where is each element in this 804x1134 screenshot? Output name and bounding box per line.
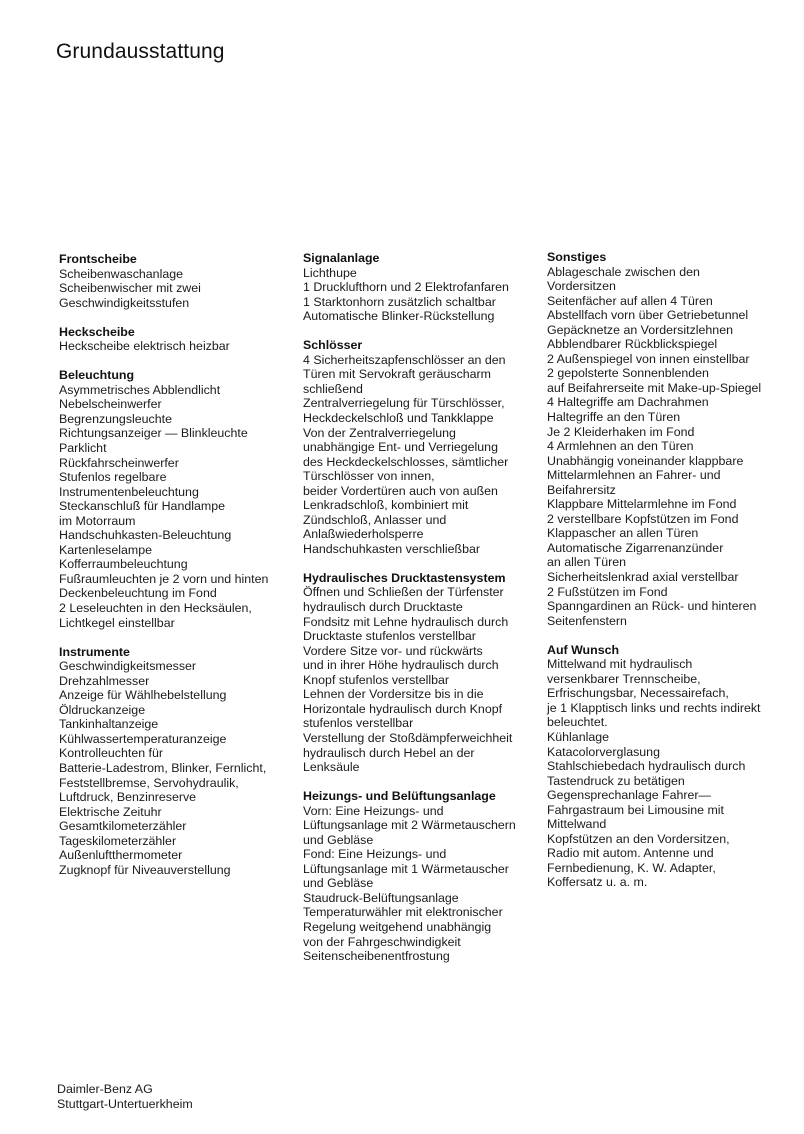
feature-item: Steckanschluß für Handlampe bbox=[59, 499, 225, 514]
feature-section bbox=[59, 368, 295, 630]
feature-item: 2 gepolsterte Sonnenblenden bbox=[547, 366, 709, 381]
feature-item: 4 Sicherheitszapfenschlösser an den bbox=[303, 352, 506, 367]
feature-item: Heckscheibe elektrisch heizbar bbox=[59, 339, 230, 354]
feature-item: Je 2 Kleiderhaken im Fond bbox=[547, 424, 695, 439]
feature-item: Drucktaste stufenlos verstellbar bbox=[303, 629, 476, 644]
feature-item: Gegensprechanlage Fahrer— bbox=[547, 788, 711, 803]
feature-item: Fondsitz mit Lehne hydraulisch durch bbox=[303, 614, 509, 629]
feature-item: Handschuhkasten verschließbar bbox=[303, 541, 481, 556]
feature-item: Tastendruck zu betätigen bbox=[547, 773, 685, 788]
feature-list bbox=[59, 339, 295, 354]
feature-item: schließend bbox=[303, 381, 363, 396]
feature-item: Handschuhkasten-Beleuchtung bbox=[59, 528, 232, 543]
footer-company: Daimler-Benz AG bbox=[57, 1082, 153, 1096]
feature-item: Kontrolleuchten für bbox=[59, 746, 164, 761]
feature-item: unabhängige Ent- und Verriegelung bbox=[303, 440, 498, 455]
section-heading: Frontscheibe bbox=[59, 252, 137, 266]
feature-item: Feststellbremse, Servohydraulik, bbox=[59, 775, 239, 790]
feature-item: Deckenbeleuchtung im Fond bbox=[59, 586, 217, 601]
column-3 bbox=[547, 250, 787, 905]
feature-item: Tankinhaltanzeige bbox=[59, 717, 159, 732]
feature-item: Temperaturwähler mit elektronischer bbox=[303, 905, 503, 920]
feature-item: Scheibenwischer mit zwei bbox=[59, 281, 201, 296]
feature-item: 2 Außenspiegel von innen einstellbar bbox=[547, 351, 750, 366]
feature-item: und Gebläse bbox=[303, 832, 374, 847]
feature-item: Spanngardinen an Rück- und hinteren bbox=[547, 599, 757, 614]
feature-item: im Motorraum bbox=[59, 513, 136, 528]
feature-list bbox=[303, 266, 543, 324]
feature-item: Richtungsanzeiger — Blinkleuchte bbox=[59, 426, 248, 441]
feature-item: Lichtkegel einstellbar bbox=[59, 615, 175, 630]
feature-item: Nebelscheinwerfer bbox=[59, 397, 162, 412]
feature-item: Heckdeckelschloß und Tankklappe bbox=[303, 410, 494, 425]
feature-item: von der Fahrgeschwindigkeit bbox=[303, 934, 461, 949]
feature-item: Öffnen und Schließen der Türfenster bbox=[303, 585, 504, 600]
feature-item: Erfrischungsbar, Necessairefach, bbox=[547, 686, 729, 701]
feature-item: Asymmetrisches Abblendlicht bbox=[59, 382, 221, 397]
feature-item: an allen Türen bbox=[547, 555, 626, 570]
section-heading: Sonstiges bbox=[547, 250, 607, 264]
feature-item: hydraulisch durch Hebel an der bbox=[303, 745, 475, 760]
feature-item: Begrenzungsleuchte bbox=[59, 411, 172, 426]
feature-item: Gepäcknetze an Vordersitzlehnen bbox=[547, 322, 733, 337]
feature-item: Lenksäule bbox=[303, 760, 360, 775]
feature-item: Staudruck-Belüftungsanlage bbox=[303, 890, 459, 905]
feature-item: 1 Starktonhorn zusätzlich schaltbar bbox=[303, 294, 496, 309]
section-heading: Auf Wunsch bbox=[547, 642, 620, 657]
feature-item: Zündschloß, Anlasser und bbox=[303, 512, 447, 527]
feature-section bbox=[303, 251, 543, 324]
section-heading: Heizungs- und Belüftungsanlage bbox=[303, 789, 496, 804]
feature-item: Stufenlos regelbare bbox=[59, 470, 167, 485]
feature-list bbox=[303, 585, 543, 774]
feature-item: 4 Armlehnen an den Türen bbox=[547, 439, 694, 454]
feature-item: Von der Zentralverriegelung bbox=[303, 425, 456, 440]
feature-item: Lehnen der Vordersitze bis in die bbox=[303, 687, 484, 702]
footer bbox=[57, 1082, 193, 1112]
section-heading: Signalanlage bbox=[303, 251, 380, 265]
feature-item: Anzeige für Wählhebelstellung bbox=[59, 688, 227, 703]
feature-item: Fond: Eine Heizungs- und bbox=[303, 847, 447, 862]
feature-item: Vorn: Eine Heizungs- und bbox=[303, 803, 444, 818]
feature-item: Vordersitzen bbox=[547, 279, 616, 294]
feature-item: 2 Fußstützen im Fond bbox=[547, 584, 668, 599]
feature-section bbox=[547, 643, 787, 890]
feature-item: Türen mit Servokraft geräuscharm bbox=[303, 367, 491, 382]
feature-item: Lenkradschloß, kombiniert mit bbox=[303, 498, 469, 513]
feature-list bbox=[303, 804, 543, 964]
feature-list bbox=[547, 657, 787, 890]
column-2 bbox=[303, 251, 543, 978]
feature-item: Lichthupe bbox=[303, 265, 357, 280]
feature-item: Kartenleselampe bbox=[59, 542, 152, 557]
feature-section bbox=[303, 789, 543, 964]
feature-item: Verstellung der Stoßdämpferweichheit bbox=[303, 730, 513, 745]
feature-item: Drehzahlmesser bbox=[59, 673, 150, 688]
feature-item: Batterie-Ladestrom, Blinker, Fernlicht, bbox=[59, 761, 267, 775]
feature-item: Automatische Zigarrenanzünder bbox=[547, 540, 724, 555]
feature-item: Regelung weitgehend unabhängig bbox=[303, 920, 492, 935]
feature-item: Knopf stufenlos verstellbar bbox=[303, 672, 450, 687]
feature-item: Mittelwand mit hydraulisch bbox=[547, 657, 693, 672]
section-heading: Instrumente bbox=[59, 644, 130, 659]
feature-item: Radio mit autom. Antenne und bbox=[547, 846, 714, 861]
feature-item: je 1 Klapptisch links und rechts indirekt bbox=[547, 700, 761, 715]
feature-item: 2 Leseleuchten in den Hecksäulen, bbox=[59, 601, 252, 616]
feature-item: Horizontale hydraulisch durch Knopf bbox=[303, 701, 503, 716]
feature-item: und Gebläse bbox=[303, 876, 374, 891]
section-heading: Hydraulisches Drucktastensystem bbox=[303, 570, 506, 585]
feature-item: Fernbedienung, K. W. Adapter, bbox=[547, 860, 716, 875]
feature-item: und in ihrer Höhe hydraulisch durch bbox=[303, 658, 499, 673]
feature-section bbox=[59, 645, 295, 878]
feature-item: Stahlschiebedach hydraulisch durch bbox=[547, 759, 746, 774]
feature-item: hydraulisch durch Drucktaste bbox=[303, 600, 463, 615]
feature-item: Fußraumleuchten je 2 vorn und hinten bbox=[59, 571, 269, 586]
feature-item: 4 Haltegriffe am Dachrahmen bbox=[547, 395, 709, 410]
feature-item: versenkbarer Trennscheibe, bbox=[547, 671, 701, 686]
feature-item: Katacolorverglasung bbox=[547, 744, 660, 759]
feature-item: Kühlanlage bbox=[547, 730, 610, 744]
feature-item: Beifahrersitz bbox=[547, 482, 616, 497]
feature-item: Mittelwand bbox=[547, 817, 607, 832]
feature-item: Vordere Sitze vor- und rückwärts bbox=[303, 643, 483, 658]
feature-item: Parklicht bbox=[59, 441, 107, 456]
feature-item: Kofferraumbeleuchtung bbox=[59, 557, 188, 572]
feature-section bbox=[59, 325, 295, 354]
feature-item: Ablageschale zwischen den bbox=[547, 264, 700, 279]
feature-item: Elektrische Zeituhr bbox=[59, 804, 162, 819]
feature-section bbox=[547, 250, 787, 628]
feature-section bbox=[303, 338, 543, 556]
feature-item: 2 verstellbare Kopfstützen im Fond bbox=[547, 511, 739, 526]
feature-item: auf Beifahrerseite mit Make-up-Spiegel bbox=[547, 380, 762, 395]
feature-item: Klappascher an allen Türen bbox=[547, 526, 699, 541]
feature-item: Klappbare Mittelarmlehne im Fond bbox=[547, 497, 737, 512]
feature-item: Kühlwassertemperaturanzeige bbox=[59, 731, 227, 746]
feature-item: Lüftungsanlage mit 1 Wärmetauscher bbox=[303, 861, 509, 876]
feature-item: 1 Drucklufthorn und 2 Elektrofanfaren bbox=[303, 280, 509, 295]
feature-item: Instrumentenbeleuchtung bbox=[59, 484, 199, 499]
feature-item: Gesamtkilometerzähler bbox=[59, 819, 187, 834]
section-heading: Heckscheibe bbox=[59, 324, 135, 339]
feature-item: Unabhängig voneinander klappbare bbox=[547, 453, 744, 468]
column-1 bbox=[59, 252, 295, 892]
section-heading: Beleuchtung bbox=[59, 368, 135, 383]
feature-item: Geschwindigkeitsmesser bbox=[59, 659, 197, 674]
feature-item: Scheibenwaschanlage bbox=[59, 266, 183, 281]
feature-item: Anlaßwiederholsperre bbox=[303, 527, 424, 542]
feature-item: Rückfahrscheinwerfer bbox=[59, 455, 179, 470]
feature-list bbox=[303, 353, 543, 557]
feature-item: beleuchtet. bbox=[547, 715, 608, 730]
feature-list bbox=[59, 383, 295, 630]
feature-item: Fahrgastraum bei Limousine mit bbox=[547, 802, 724, 817]
feature-item: Koffersatz u. a. m. bbox=[547, 875, 648, 890]
feature-item: Zugknopf für Niveauverstellung bbox=[59, 862, 231, 877]
feature-item: des Heckdeckelschlosses, sämtlicher bbox=[303, 454, 509, 469]
feature-section bbox=[59, 252, 295, 310]
feature-item: Lüftungsanlage mit 2 Wärmetauschern bbox=[303, 818, 516, 833]
feature-item: Geschwindigkeitsstufen bbox=[59, 295, 190, 310]
feature-item: Luftdruck, Benzinreserve bbox=[59, 790, 197, 805]
feature-list bbox=[547, 265, 787, 629]
feature-section bbox=[303, 571, 543, 775]
feature-item: beider Vordertüren auch von außen bbox=[303, 483, 498, 498]
feature-list bbox=[59, 659, 295, 877]
feature-item: Mittelarmlehnen an Fahrer- und bbox=[547, 468, 721, 483]
feature-item: Sicherheitslenkrad axial verstellbar bbox=[547, 570, 739, 585]
feature-item: Automatische Blinker-Rückstellung bbox=[303, 309, 495, 324]
feature-item: Abstellfach vorn über Getriebetunnel bbox=[547, 308, 749, 323]
feature-item: Außenluftthermometer bbox=[59, 848, 183, 863]
feature-item: Seitenfenstern bbox=[547, 613, 627, 628]
feature-item: Kopfstützen an den Vordersitzen, bbox=[547, 831, 730, 846]
feature-item: stufenlos verstellbar bbox=[303, 716, 414, 731]
feature-item: Seitenfächer auf allen 4 Türen bbox=[547, 293, 713, 308]
feature-item: Zentralverriegelung für Türschlösser, bbox=[303, 396, 505, 411]
footer-location: Stuttgart-Untertuerkheim bbox=[57, 1097, 193, 1111]
feature-item: Tageskilometerzähler bbox=[59, 833, 177, 848]
feature-list bbox=[59, 267, 295, 311]
feature-item: Abblendbarer Rückblickspiegel bbox=[547, 337, 718, 352]
feature-item: Öldruckanzeige bbox=[59, 702, 146, 717]
page-title: Grundausstattung bbox=[56, 40, 225, 63]
feature-item: Seitenscheibenentfrostung bbox=[303, 949, 450, 964]
feature-item: Haltegriffe an den Türen bbox=[547, 410, 681, 425]
section-heading: Schlösser bbox=[303, 338, 363, 353]
feature-item: Türschlösser von innen, bbox=[303, 469, 435, 484]
